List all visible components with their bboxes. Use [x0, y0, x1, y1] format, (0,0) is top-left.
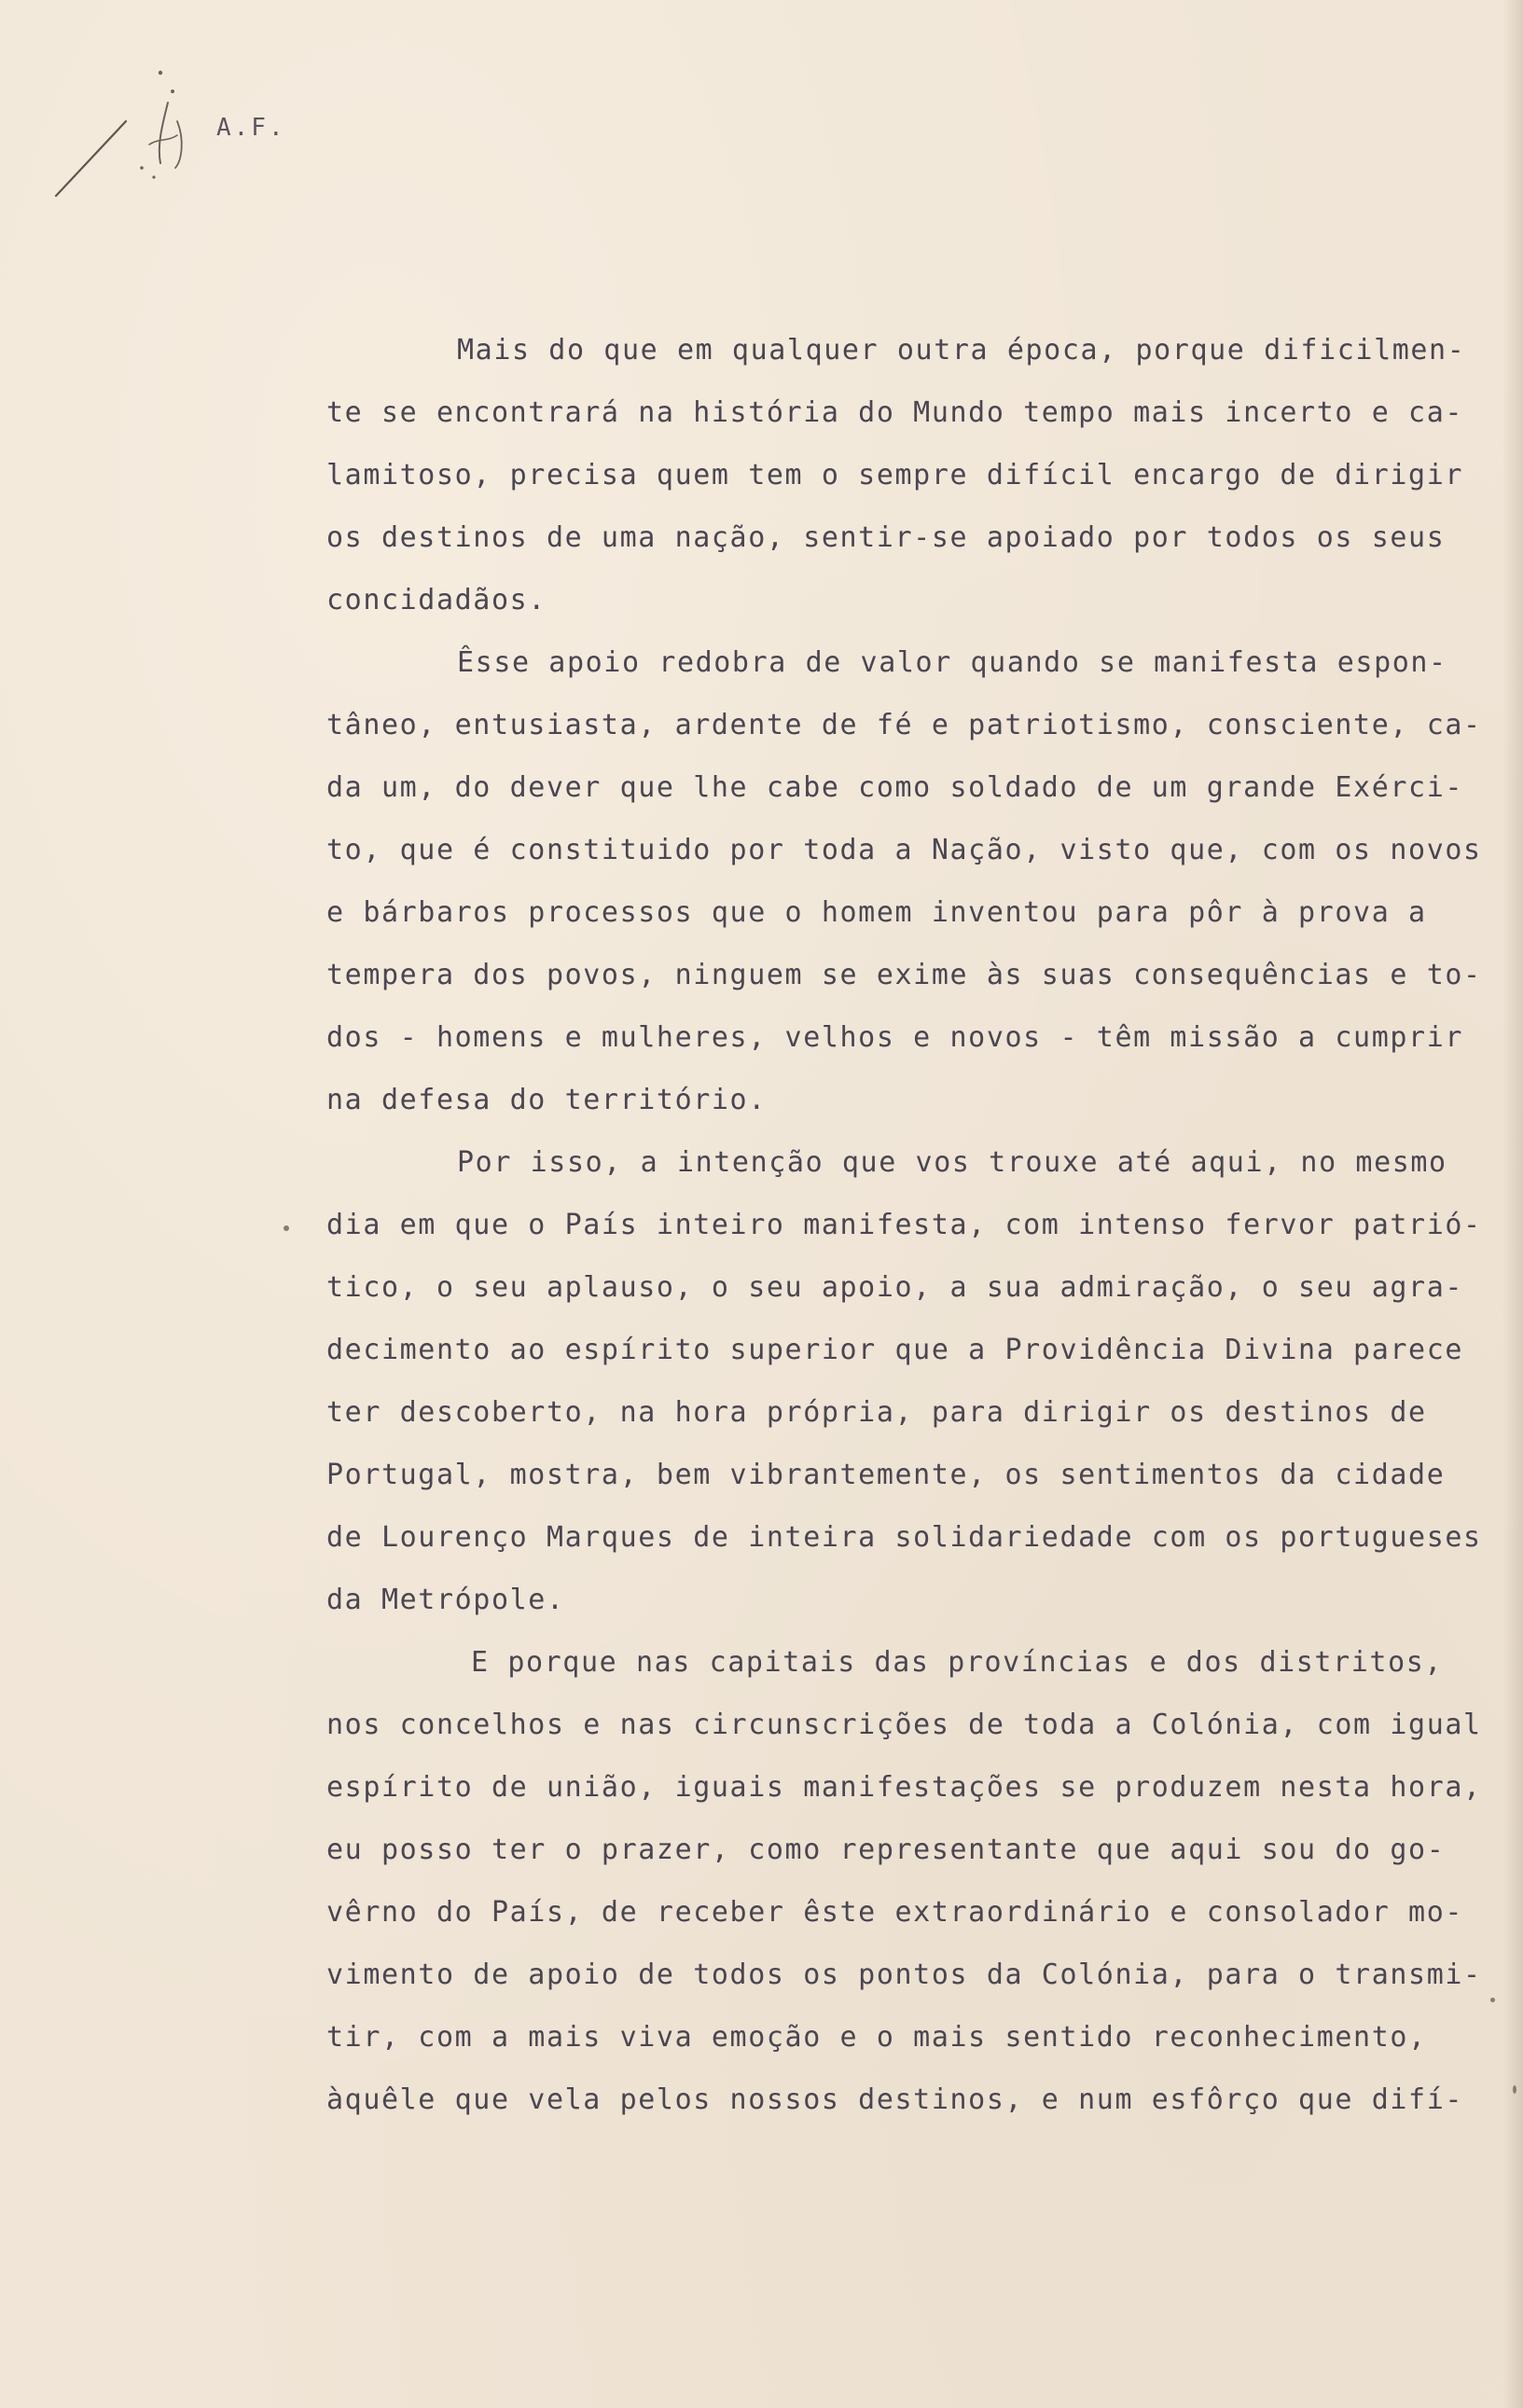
text-line: vêrno do País, de receber êste extraordinário e consolador mo- [326, 1896, 1464, 1929]
text-line: da um, do dever que lhe cabe como soldado de um grande Exérci- [326, 771, 1464, 804]
text-line: àquêle que vela pelos nossos destinos, e num esfôrço que difí- [326, 2083, 1464, 2116]
paragraph-3 [326, 1131, 1506, 1631]
text-line: os destinos de uma nação, sentir-se apoiado por todos os seus [326, 521, 1446, 554]
paragraph-1 [326, 319, 1506, 631]
text-line: tir, com a mais viva emoção e o mais sentido reconhecimento, [326, 2021, 1427, 2054]
text-line: to, que é constituido por toda a Nação, visto que, com os novos [326, 834, 1482, 866]
handwritten-mark-icon [37, 56, 224, 224]
ink-spot [284, 1225, 289, 1231]
paragraph-4 [326, 1631, 1506, 2131]
text-line: nos concelhos e nas circunscrições de toda a Colónia, com igual [326, 1709, 1482, 1741]
paragraph-2 [326, 631, 1506, 1131]
text-line: tâneo, entusiasta, ardente de fé e patriotismo, consciente, ca- [326, 709, 1482, 741]
text-line: de Lourenço Marques de inteira solidariedade com os portugueses [326, 1521, 1482, 1554]
text-line: tempera dos povos, ninguem se exime às suas consequências e to- [326, 959, 1482, 991]
text-line: dos - homens e mulheres, velhos e novos - têm missão a cumprir [326, 1021, 1464, 1054]
text-line: espírito de união, iguais manifestações se produzem nesta hora, [326, 1771, 1482, 1804]
text-line: e bárbaros processos que o homem inventou para pôr à prova a [326, 896, 1427, 929]
text-line: vimento de apoio de todos os pontos da Colónia, para o transmi- [326, 1958, 1482, 1991]
text-line: Portugal, mostra, bem vibrantemente, os sentimentos da cidade [326, 1459, 1446, 1491]
text-line: tico, o seu aplauso, o seu apoio, a sua admiração, o seu agra- [326, 1271, 1464, 1304]
ink-spot [1490, 1998, 1495, 2002]
text-line: lamitoso, precisa quem tem o sempre difícil encargo de dirigir [326, 459, 1464, 491]
text-line: dia em que o País inteiro manifesta, com intenso fervor patrió- [326, 1209, 1482, 1241]
text-line: concidadãos. [326, 584, 547, 616]
text-line: Por isso, a intenção que vos trouxe até aqui, no mesmo [457, 1146, 1447, 1179]
text-line: E porque nas capitais das províncias e dos distritos, [471, 1646, 1444, 1679]
document-reference: A.F. [216, 114, 286, 142]
text-line: Êsse apoio redobra de valor quando se manifesta espon- [457, 646, 1447, 679]
text-line: eu posso ter o prazer, como representante que aqui sou do go- [326, 1834, 1446, 1866]
ink-spot [1513, 2085, 1516, 2094]
text-line: te se encontrará na história do Mundo tempo mais incerto e ca- [326, 396, 1464, 429]
text-line: ter descoberto, na hora própria, para dirigir os destinos de [326, 1396, 1427, 1429]
text-line: da Metrópole. [326, 1584, 565, 1616]
text-line: Mais do que em qualquer outra época, porque dificilmen- [457, 334, 1466, 367]
typed-letter-body [326, 319, 1506, 2131]
text-line: decimento ao espírito superior que a Providência Divina parece [326, 1334, 1464, 1366]
text-line: na defesa do território. [326, 1084, 767, 1116]
